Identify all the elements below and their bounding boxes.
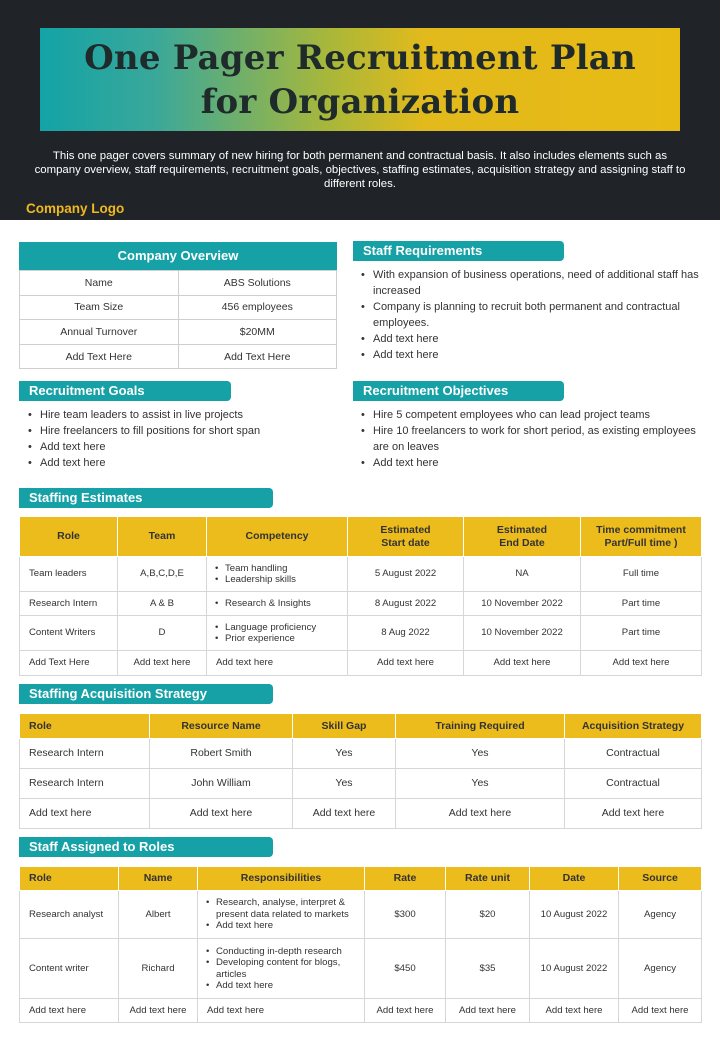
list-item: • Prior experience bbox=[215, 633, 347, 645]
table-row bbox=[20, 295, 337, 320]
table-cell: Add text here bbox=[198, 999, 365, 1023]
column-header: Acquisition Strategy bbox=[565, 714, 702, 739]
table-cell: Team Size bbox=[20, 295, 179, 320]
table-row bbox=[20, 999, 702, 1023]
table-cell: 10 November 2022 bbox=[464, 616, 581, 651]
table-cell: Full time bbox=[581, 557, 702, 592]
table-cell: 10 August 2022 bbox=[530, 891, 619, 939]
recruitment-goals-heading: Recruitment Goals bbox=[19, 381, 231, 401]
table-cell: Robert Smith bbox=[150, 739, 293, 769]
list-item: • Language proficiency bbox=[215, 622, 347, 634]
column-header: Role bbox=[20, 517, 118, 557]
company-overview-table bbox=[19, 270, 337, 369]
table-cell: Yes bbox=[293, 739, 396, 769]
column-header: Source bbox=[619, 867, 702, 891]
table-cell: Add text here bbox=[446, 999, 530, 1023]
table-row bbox=[20, 320, 337, 345]
column-header: Team bbox=[118, 517, 207, 557]
list-item: • Team handling bbox=[215, 563, 347, 575]
table-cell: Albert bbox=[119, 891, 198, 939]
page-description: This one pager covers summary of new hiring for both permanent and contractual basis. It also includes elements such as company overview, staff requirements, recruitment goals, objectives, staffing estimates, acquisition strategy and assigning staff to different roles. bbox=[34, 150, 686, 190]
table-row bbox=[20, 739, 702, 769]
table-row bbox=[20, 344, 337, 369]
table-cell: Yes bbox=[396, 769, 565, 799]
table-cell: Add text here bbox=[20, 799, 150, 829]
table-cell: $20 bbox=[446, 891, 530, 939]
table-cell: Add Text Here bbox=[20, 344, 179, 369]
list-item: • Add text here bbox=[361, 331, 701, 347]
list-item: • Add text here bbox=[361, 347, 701, 363]
table-cell bbox=[207, 592, 348, 616]
column-header: Resource Name bbox=[150, 714, 293, 739]
table-row bbox=[20, 769, 702, 799]
table-header-row bbox=[20, 517, 702, 557]
table-cell: Agency bbox=[619, 891, 702, 939]
column-header: Estimated End Date bbox=[464, 517, 581, 557]
table-cell: 5 August 2022 bbox=[348, 557, 464, 592]
column-header: Training Required bbox=[396, 714, 565, 739]
table-cell: Add text here bbox=[150, 799, 293, 829]
company-logo: Company Logo bbox=[26, 201, 125, 216]
table-header-row bbox=[20, 867, 702, 891]
table-header-row bbox=[20, 714, 702, 739]
list-item: • Add text here bbox=[28, 455, 338, 471]
column-header: Estimated Start date bbox=[348, 517, 464, 557]
staff-assigned-heading: Staff Assigned to Roles bbox=[19, 837, 273, 857]
recruitment-objectives-heading: Recruitment Objectives bbox=[353, 381, 564, 401]
list-item: • Company is planning to recruit both permanent and contractual employees. bbox=[361, 299, 701, 331]
table-cell bbox=[198, 939, 365, 999]
table-row bbox=[20, 891, 702, 939]
table-cell: Add text here bbox=[396, 799, 565, 829]
column-header: Responsibilities bbox=[198, 867, 365, 891]
header-banner bbox=[0, 0, 720, 220]
table-row bbox=[20, 271, 337, 296]
table-cell: John William bbox=[150, 769, 293, 799]
table-cell bbox=[198, 891, 365, 939]
table-cell: $20MM bbox=[178, 320, 337, 345]
column-header: Role bbox=[20, 867, 119, 891]
table-row bbox=[20, 939, 702, 999]
table-cell: Add Text Here bbox=[178, 344, 337, 369]
table-cell: Agency bbox=[619, 939, 702, 999]
table-cell: Add text here bbox=[118, 651, 207, 676]
page-title-line-2: for Organization bbox=[200, 81, 520, 122]
recruitment-objectives-list bbox=[361, 407, 701, 471]
table-cell: A,B,C,D,E bbox=[118, 557, 207, 592]
list-item: • Add text here bbox=[361, 455, 701, 471]
page-title-line-1: One Pager Recruitment Plan bbox=[84, 37, 636, 78]
table-cell: Research Intern bbox=[20, 592, 118, 616]
table-cell: $450 bbox=[365, 939, 446, 999]
table-cell: Add text here bbox=[119, 999, 198, 1023]
table-cell: NA bbox=[464, 557, 581, 592]
table-cell: Add text here bbox=[565, 799, 702, 829]
list-item: • Hire team leaders to assist in live projects bbox=[28, 407, 338, 423]
table-cell: Add text here bbox=[530, 999, 619, 1023]
list-item: • Conducting in-depth research bbox=[206, 946, 364, 958]
table-cell: $35 bbox=[446, 939, 530, 999]
list-item: • Add text here bbox=[206, 920, 364, 932]
table-cell: Contractual bbox=[565, 769, 702, 799]
table-cell: 456 employees bbox=[178, 295, 337, 320]
staffing-estimates-table bbox=[19, 516, 702, 676]
acquisition-strategy-table bbox=[19, 713, 702, 829]
table-row bbox=[20, 557, 702, 592]
table-cell: 10 August 2022 bbox=[530, 939, 619, 999]
list-item: • Research, analyse, interpret & present data related to markets bbox=[206, 897, 364, 920]
table-cell: Team leaders bbox=[20, 557, 118, 592]
column-header: Rate bbox=[365, 867, 446, 891]
table-cell: Research analyst bbox=[20, 891, 119, 939]
table-cell: Add text here bbox=[365, 999, 446, 1023]
list-item: • Research & Insights bbox=[215, 598, 347, 610]
list-item: • Developing content for blogs, articles bbox=[206, 957, 364, 980]
table-cell: A & B bbox=[118, 592, 207, 616]
table-cell: Research Intern bbox=[20, 739, 150, 769]
table-row bbox=[20, 592, 702, 616]
list-item: • With expansion of business operations, need of additional staff has increased bbox=[361, 267, 701, 299]
company-overview bbox=[19, 242, 337, 369]
table-cell: D bbox=[118, 616, 207, 651]
table-cell: Add text here bbox=[464, 651, 581, 676]
table-cell: Yes bbox=[293, 769, 396, 799]
table-row bbox=[20, 651, 702, 676]
company-overview-title: Company Overview bbox=[19, 242, 337, 270]
staff-assigned-table bbox=[19, 866, 702, 1023]
column-header: Skill Gap bbox=[293, 714, 396, 739]
table-cell: Yes bbox=[396, 739, 565, 769]
table-cell: Add text here bbox=[581, 651, 702, 676]
table-row bbox=[20, 616, 702, 651]
table-cell bbox=[207, 557, 348, 592]
title-box bbox=[40, 28, 680, 131]
list-item: • Add text here bbox=[206, 980, 364, 992]
table-cell: Content writer bbox=[20, 939, 119, 999]
column-header: Rate unit bbox=[446, 867, 530, 891]
list-item: • Add text here bbox=[28, 439, 338, 455]
table-cell bbox=[207, 616, 348, 651]
column-header: Time commitment Part/Full time ) bbox=[581, 517, 702, 557]
table-cell: 10 November 2022 bbox=[464, 592, 581, 616]
column-header: Role bbox=[20, 714, 150, 739]
table-cell: Add text here bbox=[619, 999, 702, 1023]
table-cell: ABS Solutions bbox=[178, 271, 337, 296]
table-cell: Content Writers bbox=[20, 616, 118, 651]
table-cell: $300 bbox=[365, 891, 446, 939]
table-cell: Name bbox=[20, 271, 179, 296]
staffing-estimates-heading: Staffing Estimates bbox=[19, 488, 273, 508]
table-cell: Part time bbox=[581, 616, 702, 651]
table-cell: Annual Turnover bbox=[20, 320, 179, 345]
acquisition-strategy-heading: Staffing Acquisition Strategy bbox=[19, 684, 273, 704]
staff-requirements-list bbox=[361, 267, 701, 363]
table-cell: Add Text Here bbox=[20, 651, 118, 676]
table-cell: 8 August 2022 bbox=[348, 592, 464, 616]
list-item: • Hire freelancers to fill positions for short span bbox=[28, 423, 338, 439]
column-header: Date bbox=[530, 867, 619, 891]
list-item: • Hire 5 competent employees who can lead project teams bbox=[361, 407, 701, 423]
staff-requirements-heading: Staff Requirements bbox=[353, 241, 564, 261]
list-item: • Hire 10 freelancers to work for short period, as existing employees are on leaves bbox=[361, 423, 701, 455]
table-cell: Contractual bbox=[565, 739, 702, 769]
list-item: • Leadership skills bbox=[215, 574, 347, 586]
recruitment-goals-list bbox=[28, 407, 338, 471]
table-cell: Add text here bbox=[348, 651, 464, 676]
table-cell: Add text here bbox=[293, 799, 396, 829]
table-cell: Add text here bbox=[20, 999, 119, 1023]
table-cell: Part time bbox=[581, 592, 702, 616]
table-cell: 8 Aug 2022 bbox=[348, 616, 464, 651]
table-cell: Add text here bbox=[207, 651, 348, 676]
table-row bbox=[20, 799, 702, 829]
table-cell: Research Intern bbox=[20, 769, 150, 799]
column-header: Name bbox=[119, 867, 198, 891]
column-header: Competency bbox=[207, 517, 348, 557]
table-cell: Richard bbox=[119, 939, 198, 999]
